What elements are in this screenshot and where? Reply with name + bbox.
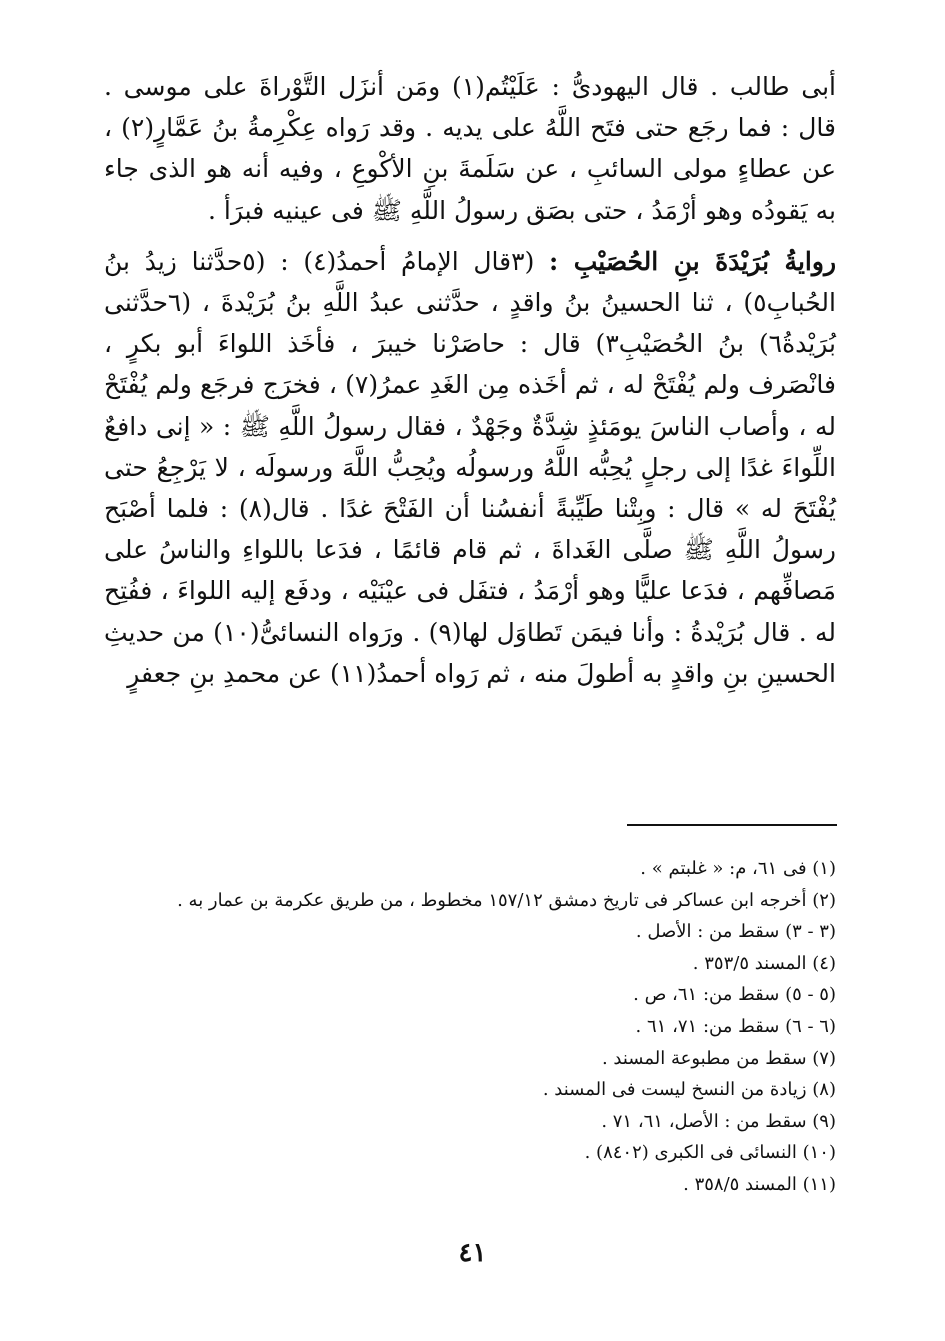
paragraph-2: [104, 241, 836, 694]
main-text: [104, 66, 836, 694]
footnotes: [150, 853, 836, 1201]
page-number: ٤١: [458, 1238, 487, 1268]
footnote-10: (١٠) النسائى فى الكبرى (٨٤٠٢) .: [584, 1142, 836, 1164]
paragraph-2-text: (٣قال الإمامُ أحمدُ(٤) : (٥حدَّثنا زيدُ بنُ الحُبابِ٥) ، ثنا الحسينُ بنُ واقدٍ ، حدَّثنى عبدُ اللَّهِ بنُ بُرَيْدةَ ، (٦حدَّثنى بُرَيْدةُ٦) بنُ الحُصَيْبِ٣) قال : حاصَرْنا خيبرَ ، فأخَذ اللواءَ أبو بكرٍ ، فانْصَرف ولم يُفْتَحْ له ، ثم أخَذه مِن الغَدِ عمرُ(٧) ، فخرَج فرجَع ولم يُفْتَحْ له ، وأصاب الناسَ يومَئذٍ شِدَّةٌ وجَهْدٌ ، فقال رسولُ اللَّهِ ﷺ : « إنى دافعٌ اللِّواءَ غدًا إلى رجلٍ يُحِبُّه اللَّهُ ورسولُه ويُحِبُّ اللَّهَ ورسولَه ، لا يَرْجِعُ حتى يُفْتَحَ له » قال : وبِتْنا طَيِّبةً أنفسُنا أن الفَتْحَ غدًا . قال(٨) : فلما أصْبَح رسولُ اللَّهِ ﷺ صلَّى الغَداةَ ، ثم قام قائمًا ، فدَعا باللواءِ والناسُ على مَصافِّهم ، فدَعا عليًّا وهو أرْمَدُ ، فتفَل فى عيْنَيْه ، ودفَع إليه اللواءَ ، ففُتِح له . قال بُرَيْدةُ : وأنا فيمَن تَطاوَل لها(٩) . ورَواه النسائىُّ(١٠) من حديثِ الحسينِ بنِ واقدٍ به أطولَ منه ، ثم رَواه أحمدُ(١١) عن محمدِ بنِ جعفرٍ: [104, 246, 837, 688]
footnote-7: (٧) سقط من مطبوعة المسند .: [601, 1047, 836, 1069]
section-heading: روايةُ بُرَيْدَةَ بنِ الحُصَيْبِ :: [549, 246, 837, 276]
footnote-1: (١) فى ٦١، م: « غلبتم » .: [640, 858, 836, 879]
footnote-divider: [627, 824, 837, 826]
footnote-5: (٥ - ٥) سقط من: ٦١، ص .: [633, 984, 836, 1006]
footnote-11: (١١) المسند ٣٥٨/٥ .: [683, 1173, 836, 1195]
footnote-8: (٨) زيادة من النسخ ليست فى المسند .: [542, 1079, 836, 1101]
footnote-4: (٤) المسند ٣٥٣/٥ .: [692, 952, 836, 974]
paragraph-1-text: أبى طالب . قال اليهودىُّ : عَلَيْتُم(١) ومَن أنزَل التَّوْراةَ على موسى . قال : فما رجَع حتى فتَح اللَّهُ على يديه . وقد رَواه عِكْرِمةُ بنُ عَمَّارٍ(٢) ، عن عطاءٍ مولى السائبِ ، عن سَلَمةَ بنِ الأكْوعِ ، وفيه أنه هو الذى جاء به يَقودُه وهو أرْمَدُ ، حتى بصَق رسولُ اللَّهِ ﷺ فى عينيه فبرَأ .: [104, 72, 836, 225]
footnote-3: (٣ - ٣) سقط من : الأصل .: [635, 921, 836, 943]
footnote-9: (٩) سقط من : الأصل، ٦١، ٧١ .: [601, 1110, 836, 1132]
footnote-6: (٦ - ٦) سقط من: ٧١، ٦١ .: [635, 1015, 836, 1037]
footnote-2: (٢) أخرجه ابن عساكر فى تاريخ دمشق ١٥٧/١٢ مخطوط ، من طريق عكرمة بن عمار به .: [177, 889, 836, 911]
paragraph-1: [104, 66, 836, 231]
